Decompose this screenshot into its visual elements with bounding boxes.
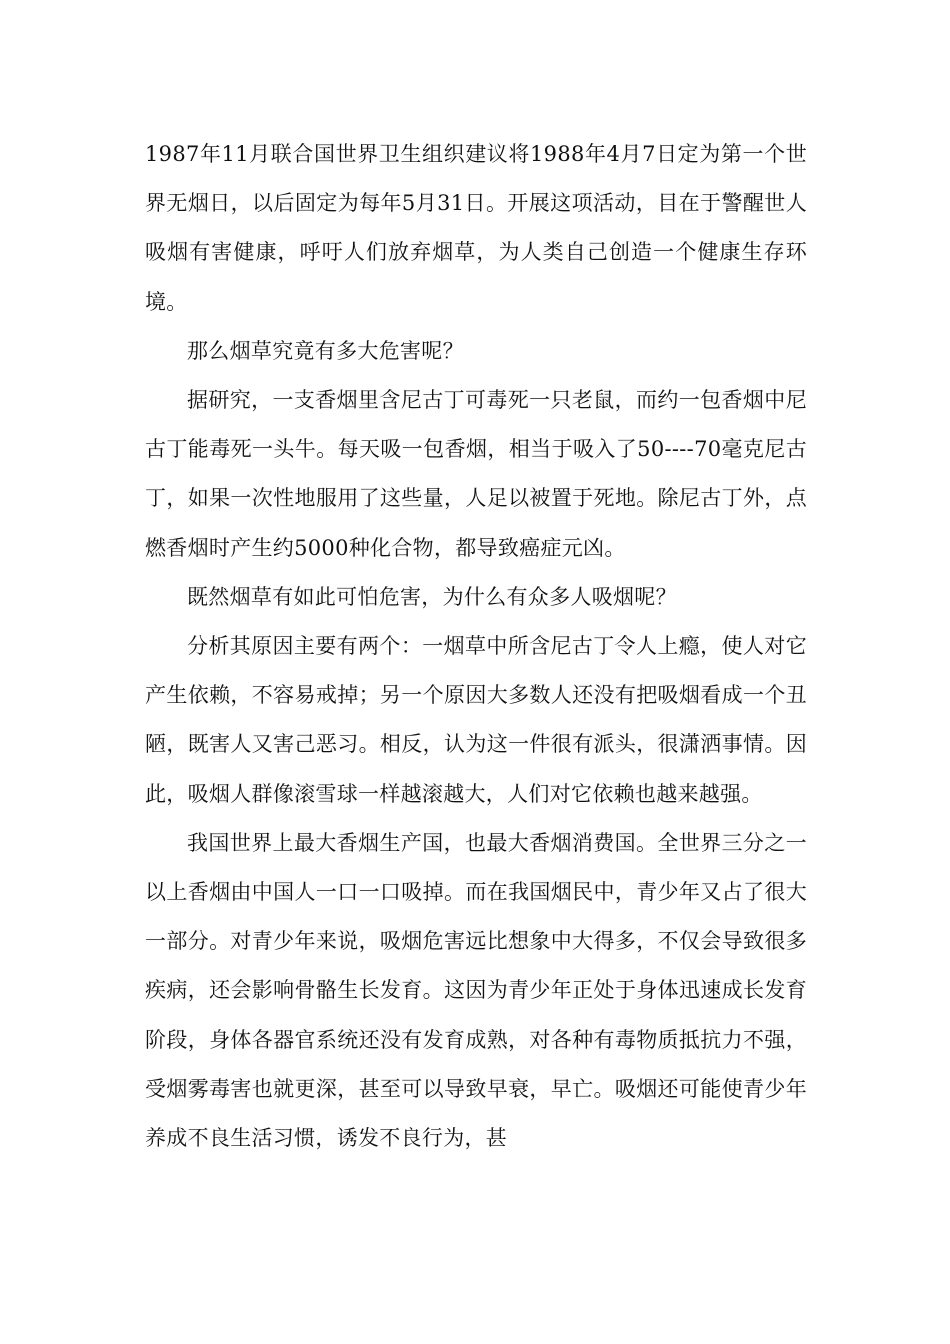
document-body [145,130,807,1163]
paragraph-world-no-tobacco-day: 1987年11月联合国世界卫生组织建议将1988年4月7日定为第一个世界无烟日，以后固定为每年5月31日。开展这项活动，目在于警醒世人吸烟有害健康，呼吁人们放弃烟草，为人类自己创造一个健康生存环境。 [145,142,807,314]
paragraph-china-youth: 我国世界上最大香烟生产国，也最大香烟消费国。全世界三分之一以上香烟由中国人一口一口吸掉。而在我国烟民中，青少年又占了很大一部分。对青少年来说，吸烟危害远比想象中大得多，不仅会导致很多疾病，还会影响骨骼生长发育。这因为青少年正处于身体迅速成长发育阶段，身体各器官系统还没有发育成熟，对各种有毒物质抵抗力不强，受烟雾毒害也就更深，甚至可以导致早衰，早亡。吸烟还可能使青少年养成不良生活习惯，诱发不良行为，甚 [145,830,807,1151]
paragraph-nicotine-research: 据研究，一支香烟里含尼古丁可毒死一只老鼠，而约一包香烟中尼古丁能毒死一头牛。每天吸一包香烟，相当于吸入了50----70毫克尼古丁，如果一次性地服用了这些量，人足以被置于死地。除尼古丁外，点燃香烟时产生约5000种化合物，都导致癌症元凶。 [145,388,807,560]
paragraph-question-harm: 那么烟草究竟有多大危害呢？ [187,338,464,363]
paragraph-question-why-smoke: 既然烟草有如此可怕危害，为什么有众多人吸烟呢？ [187,584,677,609]
paragraph-reasons: 分析其原因主要有两个：一烟草中所含尼古丁令人上瘾，使人对它产生依赖，不容易戒掉；另一个原因大多数人还没有把吸烟看成一个丑陋，既害人又害己恶习。相反，认为这一件很有派头，很潇洒事情。因此，吸烟人群像滚雪球一样越滚越大，人们对它依赖也越来越强。 [145,634,807,806]
